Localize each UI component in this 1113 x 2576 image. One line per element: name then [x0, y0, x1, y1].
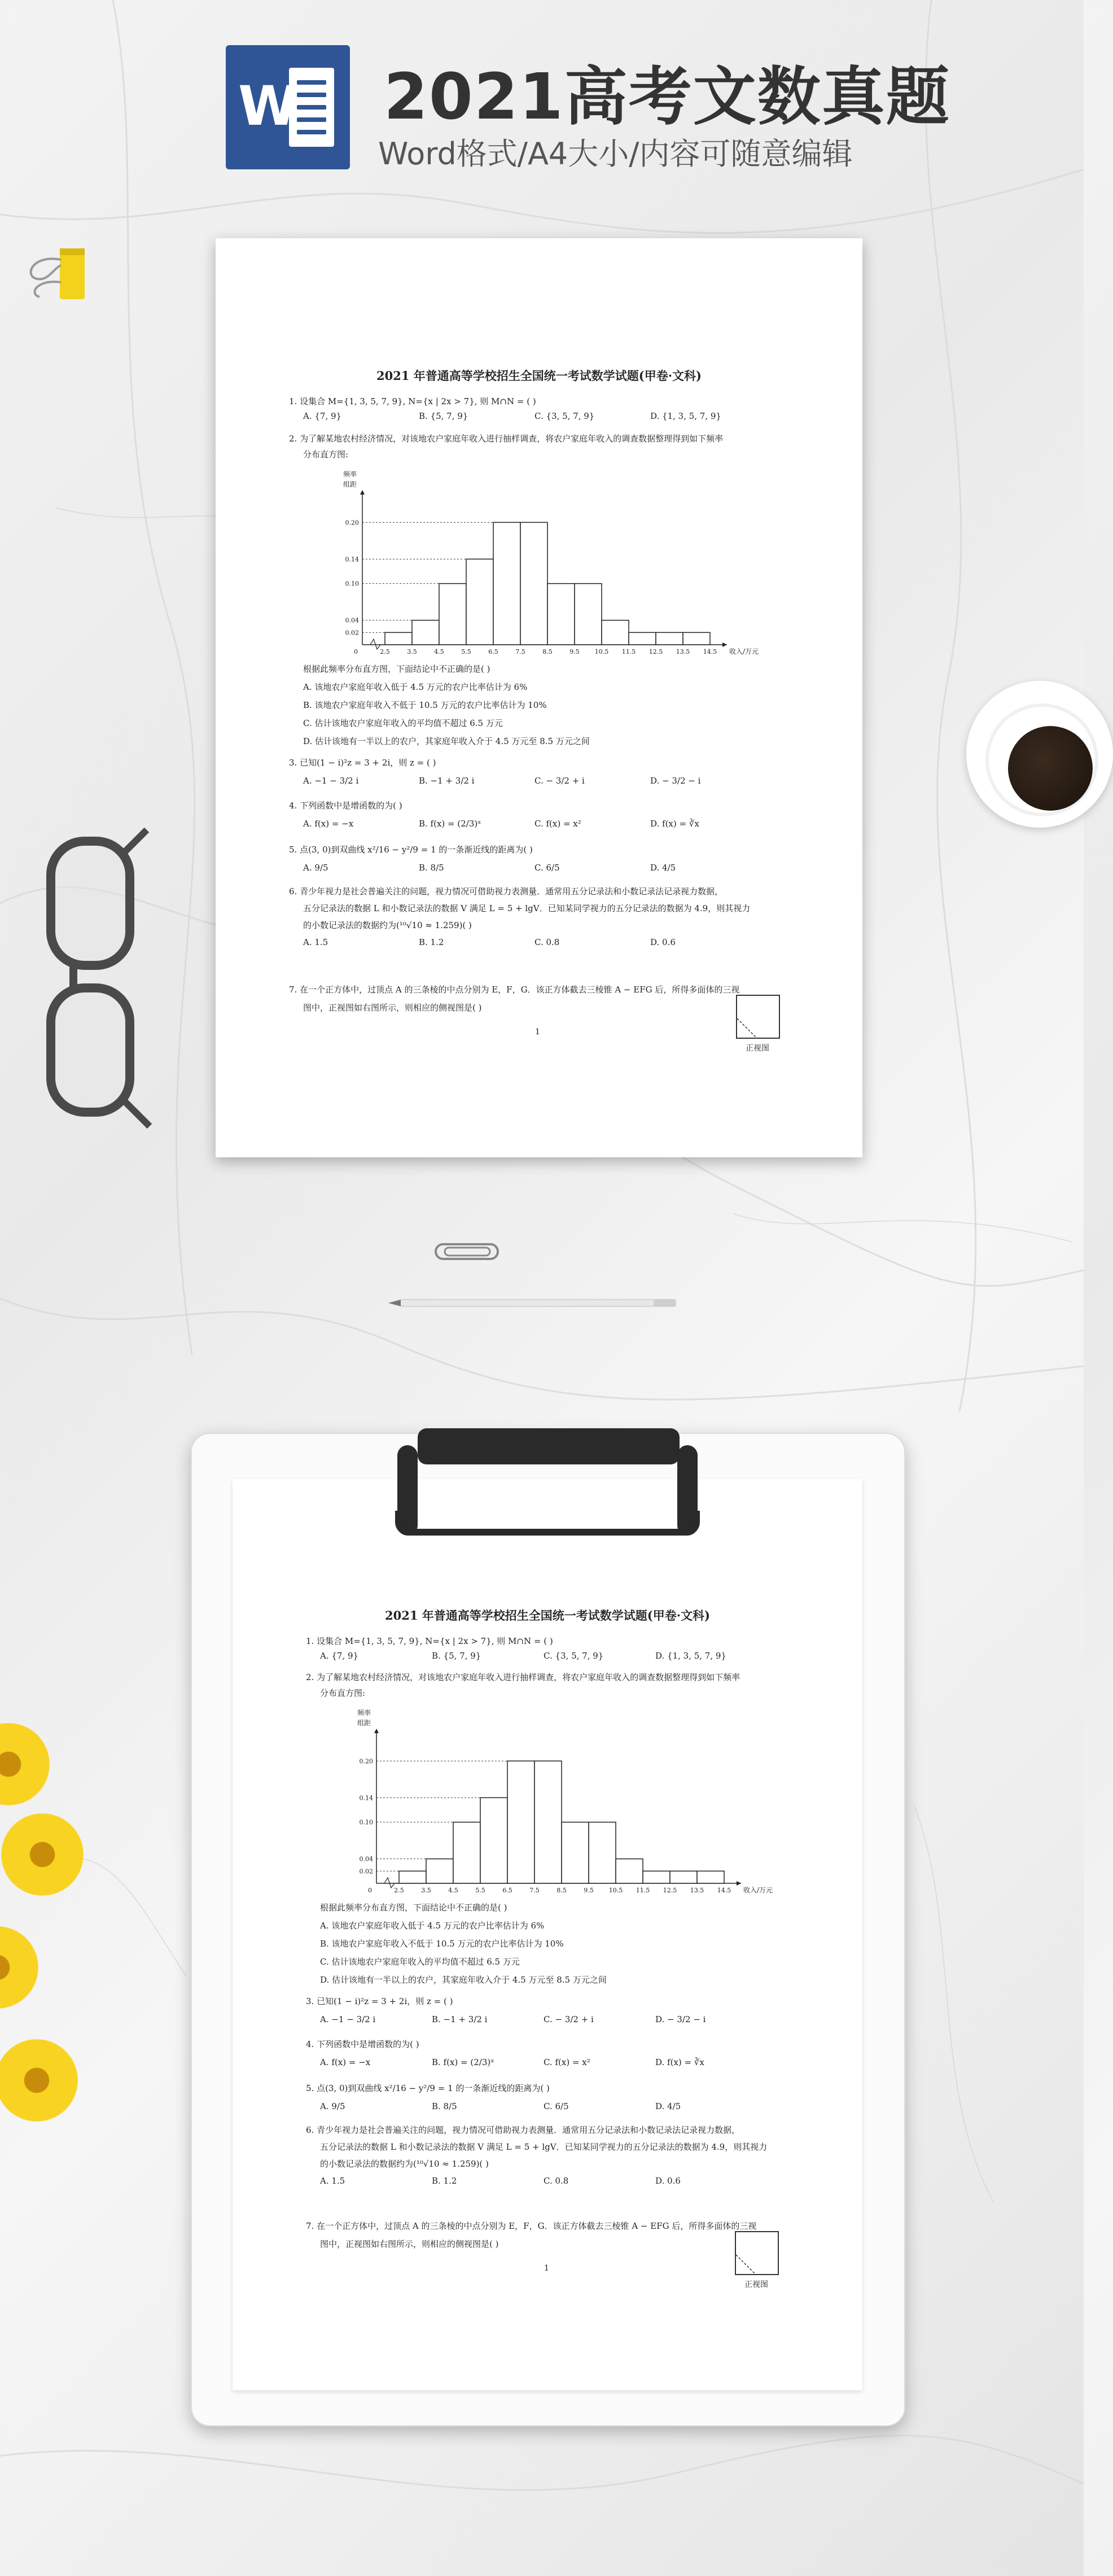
histogram-bar — [412, 620, 439, 645]
q3-stem: 3. 已知(1 − i)²z = 3 + 2i，则 z = ( ) — [289, 758, 436, 768]
q5-option-d: D. 4/5 — [655, 2101, 681, 2111]
q2-option-d: D. 估计该地有一半以上的农户，其家庭年收入介于 4.5 万元至 8.5 万元之间 — [303, 736, 590, 746]
x-tick-label: 11.5 — [636, 1887, 650, 1894]
front-view-figure — [735, 2231, 779, 2275]
q5-option-c: C. 6/5 — [544, 2101, 569, 2111]
q1-option-a: A. {7, 9} — [303, 411, 342, 421]
q4-option-a: A. f(x) = −x — [303, 819, 354, 829]
q6-option-d: D. 0.6 — [655, 2176, 681, 2186]
x-tick-label: 10.5 — [608, 1887, 623, 1894]
q6-option-c: C. 0.8 — [534, 937, 560, 947]
q6-options — [303, 937, 676, 947]
x-tick-label: 7.5 — [515, 648, 525, 655]
x-tick-label: 14.5 — [717, 1887, 731, 1894]
q4-option-d: D. f(x) = ∛x — [655, 2057, 704, 2067]
histogram-bar — [697, 1871, 724, 1883]
q3-options — [303, 776, 700, 786]
page-subtitle: Word格式/A4大小/内容可随意编辑 — [378, 136, 853, 172]
exam-content-2 — [233, 1479, 862, 2390]
q1-option-d: D. {1, 3, 5, 7, 9} — [655, 1651, 726, 1661]
q5-option-a: A. 9/5 — [320, 2101, 345, 2111]
q5-options — [320, 2101, 681, 2111]
q5-option-c: C. 6/5 — [534, 863, 560, 873]
word-logo-icon — [226, 45, 350, 169]
histogram-bar — [399, 1871, 426, 1883]
q6-stem-cont2: 的小数记录法的数据约为(¹⁰√10 ≈ 1.259)( ) — [320, 2159, 489, 2169]
x-tick-label: 12.5 — [648, 648, 663, 655]
y-tick-label: 0.20 — [345, 519, 359, 527]
page-title: 2021高考文数真题 — [384, 60, 950, 134]
exam-page-1 — [216, 238, 862, 1157]
q5-stem: 5. 点(3, 0)到双曲线 x²/16 − y²/9 = 1 的一条渐近线的距离为( ) — [289, 845, 533, 855]
x-tick-label: 8.5 — [556, 1887, 567, 1894]
q3-option-d: D. − 3/2 − i — [650, 776, 701, 786]
q5-options — [303, 863, 676, 873]
y-tick-label: 0.10 — [359, 1818, 373, 1826]
q6-stem-cont: 五分记录法的数据 L 和小数记录法的数据 V 满足 L = 5 + lgV．已知某同学视力的五分记录法的数据为 4.9，则其视力 — [303, 903, 751, 913]
q3-option-c: C. − 3/2 + i — [534, 776, 585, 786]
origin-label: 0 — [368, 1887, 372, 1894]
q2-after: 根据此频率分布直方图，下面结论中不正确的是( ) — [320, 1903, 507, 1913]
x-axis-arrow — [737, 1881, 741, 1886]
x-tick-label: 7.5 — [529, 1887, 540, 1894]
histogram-bar — [602, 620, 629, 645]
histogram-bar — [466, 559, 493, 645]
histogram-bar — [507, 1761, 534, 1883]
histogram-bar — [656, 632, 683, 645]
histogram-bar — [520, 522, 547, 645]
q6-option-b: B. 1.2 — [419, 937, 444, 947]
flower-icon — [0, 1919, 45, 2015]
q4-option-d: D. f(x) = ∛x — [650, 819, 699, 829]
q2-option-b: B. 该地农户家庭年收入不低于 10.5 万元的农户比率估计为 10% — [303, 700, 547, 710]
histogram-bar — [683, 632, 710, 645]
histogram-bar — [589, 1822, 616, 1883]
q1-options — [303, 411, 721, 421]
x-tick-label: 11.5 — [621, 648, 636, 655]
coffee-liquid — [1008, 726, 1093, 811]
q1-option-a: A. {7, 9} — [320, 1651, 359, 1661]
y-tick-label: 0.20 — [359, 1757, 373, 1765]
y-tick-label: 0.02 — [345, 629, 359, 637]
x-tick-label: 10.5 — [594, 648, 609, 655]
front-view-figure — [736, 995, 780, 1039]
y-axis-label: 频率 — [357, 1709, 371, 1717]
q1-options — [320, 1651, 726, 1661]
q3-options — [320, 2014, 706, 2024]
q7-stem-cont: 图中，正视图如右图所示，则相应的侧视图是( ) — [303, 1003, 482, 1013]
origin-label: 0 — [354, 648, 358, 655]
q4-option-a: A. f(x) = −x — [320, 2057, 371, 2067]
x-tick-label: 5.5 — [475, 1887, 485, 1894]
q1-stem: 1. 设集合 M={1, 3, 5, 7, 9}, N={x | 2x > 7}, 则 M∩N = ( ) — [306, 1636, 553, 1646]
histogram-bar — [575, 584, 602, 645]
x-tick-label: 6.5 — [502, 1887, 512, 1894]
q6-option-b: B. 1.2 — [432, 2176, 457, 2186]
x-tick-label: 2.5 — [394, 1887, 404, 1894]
q2-option-c: C. 估计该地农户家庭年收入的平均值不超过 6.5 万元 — [320, 1957, 520, 1967]
histogram-bar — [439, 584, 466, 645]
q6-stem: 6. 青少年视力是社会普遍关注的问题，视力情况可借助视力表测量．通常用五分记录法和小数记录法记录视力数据， — [289, 886, 724, 896]
pen-icon — [388, 1296, 682, 1310]
x-tick-label: 9.5 — [584, 1887, 594, 1894]
q4-option-c: C. f(x) = x² — [534, 819, 581, 829]
exam-page-2 — [233, 1479, 862, 2390]
flower-icon — [0, 2032, 85, 2128]
histogram-bar — [547, 584, 575, 645]
histogram-bar — [385, 632, 412, 645]
y-axis-label-unit: 组距 — [343, 480, 357, 488]
histogram-bar — [426, 1859, 453, 1883]
exam-content-1 — [216, 238, 862, 1157]
x-tick-label: 4.5 — [448, 1887, 458, 1894]
front-view-caption: 正视图 — [746, 1044, 769, 1053]
x-tick-label: 4.5 — [434, 648, 444, 655]
q7-stem: 7. 在一个正方体中，过顶点 A 的三条棱的中点分别为 E，F，G．该正方体截去三棱锥 A − EFG 后，所得多面体的三视 — [306, 2221, 757, 2231]
q6-option-a: A. 1.5 — [303, 937, 328, 947]
q2-option-d: D. 估计该地有一半以上的农户，其家庭年收入介于 4.5 万元至 8.5 万元之间 — [320, 1975, 607, 1985]
page-number: 1 — [544, 2264, 549, 2273]
glasses-icon — [40, 819, 152, 1135]
q4-option-c: C. f(x) = x² — [544, 2057, 590, 2067]
x-axis-label: 收入/万元 — [729, 648, 759, 655]
q4-option-b: B. f(x) = (2/3)ˣ — [419, 819, 481, 829]
y-axis-arrow — [374, 1729, 379, 1733]
histogram-bar — [493, 522, 520, 645]
front-view-caption: 正视图 — [744, 2280, 768, 2289]
q6-stem: 6. 青少年视力是社会普遍关注的问题，视力情况可借助视力表测量．通常用五分记录法和小数记录法记录视力数据， — [306, 2125, 740, 2135]
x-tick-label: 12.5 — [663, 1887, 677, 1894]
clipboard-clip-bar — [395, 1511, 700, 1536]
q1-option-d: D. {1, 3, 5, 7, 9} — [650, 411, 721, 421]
q1-stem: 1. 设集合 M={1, 3, 5, 7, 9}, N={x | 2x > 7}, 则 M∩N = ( ) — [289, 396, 536, 406]
x-axis-label: 收入/万元 — [743, 1886, 773, 1894]
q4-stem: 4. 下列函数中是增函数的为( ) — [289, 801, 402, 811]
x-tick-label: 14.5 — [703, 648, 717, 655]
flower-icon — [0, 1807, 90, 1903]
q7-stem: 7. 在一个正方体中，过顶点 A 的三条棱的中点分别为 E，F，G．该正方体截去三棱锥 A − EFG 后，所得多面体的三视 — [289, 985, 740, 995]
x-tick-label: 3.5 — [421, 1887, 431, 1894]
q3-option-b: B. −1 + 3/2 i — [432, 2014, 488, 2024]
q3-option-c: C. − 3/2 + i — [544, 2014, 594, 2024]
histogram-bar — [562, 1822, 589, 1883]
q2-option-a: A. 该地农户家庭年收入低于 4.5 万元的农户比率估计为 6% — [303, 682, 528, 692]
binder-clip-icon — [20, 243, 94, 305]
q6-options — [320, 2176, 681, 2186]
q5-option-b: B. 8/5 — [419, 863, 444, 873]
q3-option-a: A. −1 − 3/2 i — [303, 776, 359, 786]
x-axis-arrow — [722, 642, 727, 647]
y-tick-label: 0.02 — [359, 1868, 373, 1875]
q2-stem-cont: 分布直方图: — [303, 449, 349, 460]
histogram-bar — [534, 1761, 562, 1883]
q4-options — [320, 2057, 704, 2067]
x-tick-label: 13.5 — [690, 1887, 704, 1894]
q2-stem-cont: 分布直方图: — [320, 1688, 366, 1698]
histogram-bar — [453, 1822, 480, 1883]
q2-option-c: C. 估计该地农户家庭年收入的平均值不超过 6.5 万元 — [303, 718, 503, 728]
y-axis-label-unit: 组距 — [357, 1719, 371, 1727]
y-axis-arrow — [360, 490, 365, 495]
q1-option-b: B. {5, 7, 9} — [432, 1651, 481, 1661]
q5-option-b: B. 8/5 — [432, 2101, 457, 2111]
x-tick-label: 5.5 — [461, 648, 471, 655]
q2-option-a: A. 该地农户家庭年收入低于 4.5 万元的农户比率估计为 6% — [320, 1921, 545, 1931]
q4-options — [303, 819, 699, 829]
q5-option-a: A. 9/5 — [303, 863, 328, 873]
q1-option-c: C. {3, 5, 7, 9} — [534, 411, 595, 421]
q6-option-d: D. 0.6 — [650, 937, 676, 947]
flower-icon — [0, 1716, 56, 1812]
y-tick-label: 0.04 — [359, 1855, 373, 1863]
q7-stem-cont: 图中，正视图如右图所示，则相应的侧视图是( ) — [320, 2239, 499, 2249]
page-header — [226, 45, 950, 181]
x-tick-label: 8.5 — [542, 648, 553, 655]
q6-option-a: A. 1.5 — [320, 2176, 345, 2186]
x-tick-label: 6.5 — [488, 648, 498, 655]
y-tick-label: 0.10 — [345, 580, 359, 588]
q1-option-b: B. {5, 7, 9} — [419, 411, 468, 421]
logo-letter: W — [238, 75, 298, 138]
y-axis-label: 频率 — [343, 470, 357, 478]
exam-title: 2021 年普通高等学校招生全国统一考试数学试题(甲卷·文科) — [376, 369, 702, 383]
page-number: 1 — [535, 1027, 540, 1036]
histogram-bar — [670, 1871, 697, 1883]
q3-option-d: D. − 3/2 − i — [655, 2014, 706, 2024]
histogram-bar — [480, 1797, 507, 1883]
x-tick-label: 13.5 — [676, 648, 690, 655]
q2-option-b: B. 该地农户家庭年收入不低于 10.5 万元的农户比率估计为 10% — [320, 1939, 564, 1949]
clipboard-clip — [418, 1428, 680, 1464]
q3-stem: 3. 已知(1 − i)²z = 3 + 2i，则 z = ( ) — [306, 1996, 453, 2006]
q6-option-c: C. 0.8 — [544, 2176, 569, 2186]
q3-option-b: B. −1 + 3/2 i — [419, 776, 475, 786]
y-tick-label: 0.14 — [345, 556, 359, 563]
q4-option-b: B. f(x) = (2/3)ˣ — [432, 2057, 494, 2067]
q3-option-a: A. −1 − 3/2 i — [320, 2014, 376, 2024]
exam-title: 2021 年普通高等学校招生全国统一考试数学试题(甲卷·文科) — [385, 1608, 710, 1622]
q4-stem: 4. 下列函数中是增函数的为( ) — [306, 2039, 419, 2049]
q6-stem-cont: 五分记录法的数据 L 和小数记录法的数据 V 满足 L = 5 + lgV．已知某同学视力的五分记录法的数据为 4.9，则其视力 — [320, 2142, 768, 2152]
histogram-bar — [616, 1859, 643, 1883]
histogram-bar — [643, 1871, 670, 1883]
q5-stem: 5. 点(3, 0)到双曲线 x²/16 − y²/9 = 1 的一条渐近线的距离为( ) — [306, 2083, 550, 2093]
paperclip-icon — [433, 1242, 501, 1261]
q6-stem-cont2: 的小数记录法的数据约为(¹⁰√10 ≈ 1.259)( ) — [303, 920, 472, 930]
q5-option-d: D. 4/5 — [650, 863, 676, 873]
histogram-bar — [629, 632, 656, 645]
x-tick-label: 9.5 — [569, 648, 580, 655]
q2-stem: 2. 为了解某地农村经济情况，对该地农户家庭年收入进行抽样调查，将农户家庭年收入的调查数据整理得到如下频率 — [289, 434, 724, 444]
x-tick-label: 2.5 — [380, 648, 390, 655]
q1-option-c: C. {3, 5, 7, 9} — [544, 1651, 604, 1661]
y-tick-label: 0.14 — [359, 1794, 373, 1802]
x-tick-label: 3.5 — [407, 648, 417, 655]
q2-stem: 2. 为了解某地农村经济情况，对该地农户家庭年收入进行抽样调查，将农户家庭年收入的调查数据整理得到如下频率 — [306, 1672, 740, 1682]
q2-after: 根据此频率分布直方图，下面结论中不正确的是( ) — [303, 664, 490, 674]
y-tick-label: 0.04 — [345, 616, 359, 624]
